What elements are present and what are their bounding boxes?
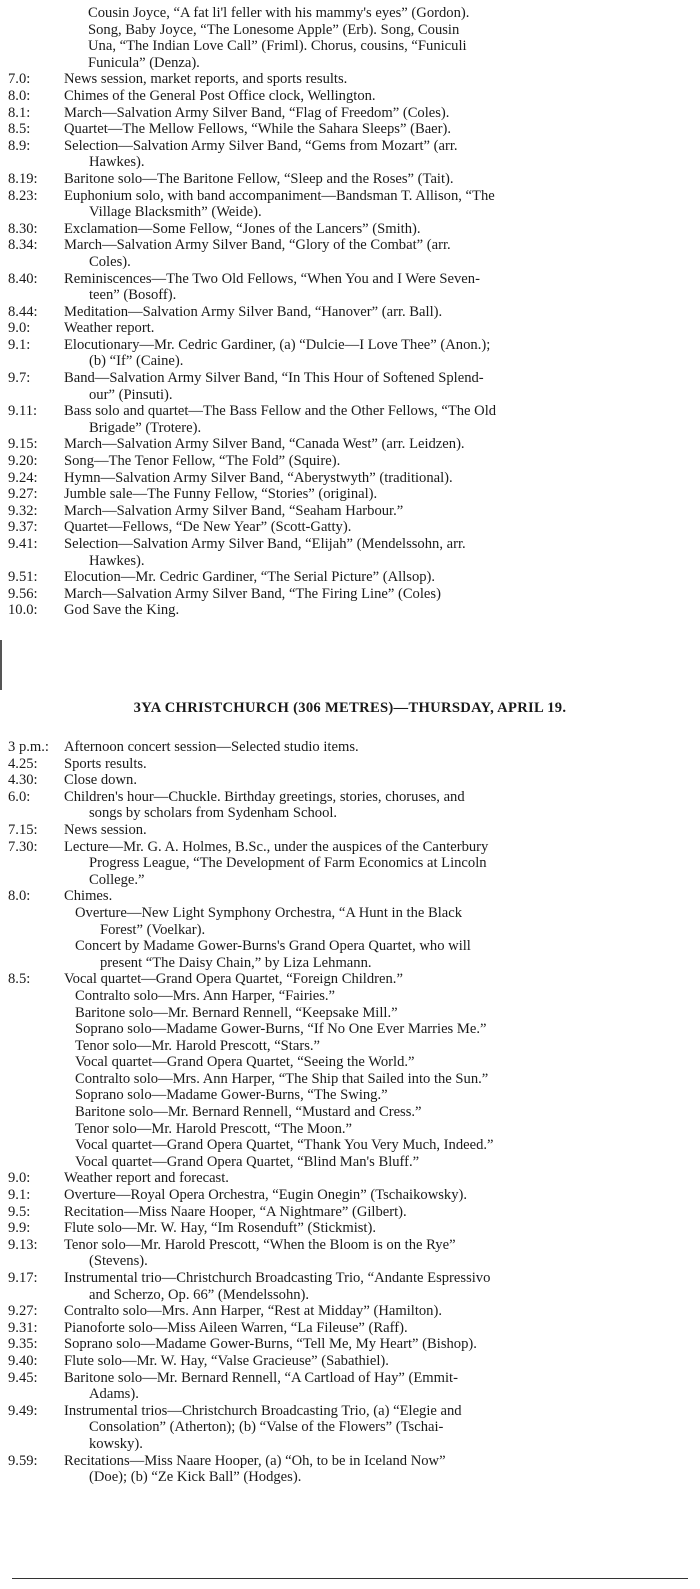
programme-entry — [8, 71, 694, 88]
programme-entry — [8, 988, 694, 1005]
entry-text: Quartet—Fellows, “De New Year” (Scott-Gatty). — [64, 519, 352, 536]
entry-text: Jumble sale—The Funny Fellow, “Stories” (original). — [64, 486, 378, 503]
entry-text: Flute solo—Mr. W. Hay, “Im Rosenduft” (Stickmist). — [64, 1220, 376, 1237]
programme-entry — [8, 1054, 694, 1071]
entry-time: 8.44: — [8, 303, 38, 320]
programme-entry — [8, 1104, 694, 1121]
entry-text: Contralto solo—Mrs. Ann Harper, “Fairies.” — [75, 987, 336, 1004]
entry-time: 7.0: — [8, 71, 31, 88]
entry-text-continued: Hawkes). — [89, 552, 145, 569]
programme-entry — [8, 320, 694, 337]
programme-list-1 — [8, 71, 694, 619]
entry-text: Baritone solo—The Baritone Fellow, “Sleep and the Roses” (Tait). — [64, 170, 454, 187]
entry-text: Vocal quartet—Grand Opera Quartet, “Thank You Very Much, Indeed.” — [75, 1137, 494, 1154]
programme-entry — [8, 519, 694, 536]
entry-text: Elocutionary—Mr. Cedric Gardiner, (a) “Dulcie—I Love Thee” (Anon.); — [64, 336, 491, 353]
entry-text: Baritone solo—Mr. Bernard Rennell, “A Cartload of Hay” (Emmit- — [64, 1369, 458, 1386]
entry-text-continued: Forest” (Voelkar). — [100, 921, 206, 938]
entry-text: Soprano solo—Madame Gower-Burns, “Tell Me, My Heart” (Bishop). — [64, 1336, 477, 1353]
entry-time: 9.27: — [8, 1303, 38, 1320]
entry-text: Baritone solo—Mr. Bernard Rennell, “Mustard and Cress.” — [75, 1104, 422, 1121]
entry-text: Contralto solo—Mrs. Ann Harper, “The Ship that Sailed into the Sun.” — [75, 1070, 489, 1087]
entry-text: Afternoon concert session—Selected studio items. — [64, 739, 359, 755]
entry-time: 9.59: — [8, 1452, 38, 1469]
entry-time: 6.0: — [8, 788, 31, 805]
entry-text: Quartet—The Mellow Fellows, “While the Sahara Sleeps” (Baer). — [64, 121, 452, 138]
entry-time: 8.5: — [8, 121, 31, 138]
entry-text: News session. — [64, 821, 147, 838]
entry-time: 9.31: — [8, 1319, 38, 1336]
entry-text: March—Salvation Army Silver Band, “Canada West” (arr. Leidzen). — [64, 436, 465, 453]
programme-entry — [8, 105, 694, 122]
entry-time: 4.25: — [8, 755, 38, 772]
entry-time: 9.32: — [8, 502, 38, 519]
entry-text: Hymn—Salvation Army Silver Band, “Aberystwyth” (traditional). — [64, 469, 453, 486]
programme-entry — [8, 536, 694, 569]
entry-time: 9.45: — [8, 1369, 38, 1386]
entry-text: March—Salvation Army Silver Band, “The Firing Line” (Coles) — [64, 585, 441, 602]
entry-text-continued: our” (Pinsuti). — [89, 386, 173, 403]
entry-text: Pianoforte solo—Miss Aileen Warren, “La Fileuse” (Raff). — [64, 1319, 408, 1336]
entry-text-continued: Consolation” (Atherton); (b) “Valse of the Flowers” (Tschai- — [89, 1419, 444, 1436]
entry-text: Contralto solo—Mrs. Ann Harper, “Rest at Midday” (Hamilton). — [64, 1303, 442, 1320]
entry-time: 9.5: — [8, 1203, 31, 1220]
entry-text-continued: Coles). — [89, 253, 131, 270]
entry-text: Children's hour—Chuckle. Birthday greetings, stories, choruses, and — [64, 788, 465, 805]
entry-text-continued: present “The Daisy Chain,” by Liza Lehmann. — [100, 954, 372, 971]
programme-entry — [8, 839, 694, 889]
entry-time: 7.15: — [8, 821, 38, 838]
entry-time: 9.9: — [8, 1220, 31, 1237]
entry-time: 9.56: — [8, 585, 38, 602]
entry-time: 4.30: — [8, 772, 38, 789]
programme-entry — [8, 221, 694, 238]
entry-text: Instrumental trios—Christchurch Broadcasting Trio, (a) “Elegie and — [64, 1402, 462, 1419]
entry-text: Overture—Royal Opera Orchestra, “Eugin Onegin” (Tschaikowsky). — [64, 1187, 468, 1204]
programme-entry — [8, 304, 694, 321]
programme-entry — [8, 121, 694, 138]
entry-text-continued: (b) “If” (Caine). — [89, 353, 184, 370]
entry-time: 9.51: — [8, 569, 38, 586]
programme-entry — [8, 756, 694, 773]
entry-text: March—Salvation Army Silver Band, “Seaham Harbour.” — [64, 502, 404, 519]
programme-entry — [8, 188, 694, 221]
entry-text: News session, market reports, and sports results. — [64, 71, 348, 88]
entry-time: 8.19: — [8, 170, 38, 187]
lead-line: Funicula” (Denza). — [88, 54, 200, 71]
entry-text-continued: kowsky). — [89, 1435, 143, 1452]
entry-time: 8.9: — [8, 137, 31, 154]
programme-entry — [8, 403, 694, 436]
entry-text: Selection—Salvation Army Silver Band, “Gems from Mozart” (arr. — [64, 137, 458, 154]
entry-text: Chimes. — [64, 888, 113, 905]
programme-entry — [8, 1071, 694, 1088]
entry-text: Sports results. — [64, 755, 147, 772]
entry-text: Reminiscences—The Two Old Fellows, “When You and I Were Seven- — [64, 270, 480, 287]
programme-entry — [8, 453, 694, 470]
entry-time: 9.37: — [8, 519, 38, 536]
programme-entry — [8, 1005, 694, 1022]
programme-entry — [8, 138, 694, 171]
entry-time: 8.0: — [8, 888, 31, 905]
programme-entry — [8, 237, 694, 270]
programme-entry — [8, 436, 694, 453]
entry-text: Overture—New Light Symphony Orchestra, “A Hunt in the Black — [75, 904, 463, 921]
programme-entry — [8, 1021, 694, 1038]
entry-time: 9.24: — [8, 469, 38, 486]
programme-entry — [8, 370, 694, 403]
entry-time: 9.0: — [8, 320, 31, 337]
entry-text-continued: Adams). — [89, 1386, 139, 1403]
entry-text: Tenor solo—Mr. Harold Prescott, “When the Bloom is on the Rye” — [64, 1236, 456, 1253]
programme-entry — [8, 1303, 694, 1320]
entry-time: 9.20: — [8, 453, 38, 470]
entry-text-continued: College.” — [89, 871, 145, 888]
entry-text: Recitation—Miss Naare Hooper, “A Nightmare” (Gilbert). — [64, 1203, 407, 1220]
wellington-programme-continued — [8, 5, 694, 619]
programme-entry — [8, 822, 694, 839]
programme-entry — [8, 503, 694, 520]
entry-text: Tenor solo—Mr. Harold Prescott, “Stars.” — [75, 1037, 321, 1054]
programme-entry — [8, 1087, 694, 1104]
programme-entry — [8, 486, 694, 503]
lead-line: Una, “The Indian Love Call” (Friml). Chorus, cousins, “Funiculi — [88, 38, 467, 55]
programme-list-2 — [8, 739, 694, 1486]
entry-text-continued: songs by scholars from Sydenham School. — [89, 805, 338, 822]
entry-text: March—Salvation Army Silver Band, “Flag of Freedom” (Coles). — [64, 104, 450, 121]
entry-text: Flute solo—Mr. W. Hay, “Valse Gracieuse” (Sabathiel). — [64, 1352, 389, 1369]
entry-text-continued: Progress League, “The Development of Farm Economics at Lincoln — [89, 855, 487, 872]
entry-text-continued: teen” (Bosoff). — [89, 287, 177, 304]
entry-time: 9.35: — [8, 1336, 38, 1353]
programme-entry — [8, 1220, 694, 1237]
entry-text: Tenor solo—Mr. Harold Prescott, “The Moon.” — [75, 1120, 353, 1137]
entry-time: 9.49: — [8, 1402, 38, 1419]
lead-line: Song, Baby Joyce, “The Lonesome Apple” (Erb). Song, Cousin — [88, 21, 460, 38]
entry-text: Weather report and forecast. — [64, 1170, 229, 1187]
entry-time: 8.40: — [8, 270, 38, 287]
entry-time: 9.41: — [8, 536, 38, 552]
entry-time: 9.13: — [8, 1236, 38, 1253]
programme-entry — [8, 569, 694, 586]
entry-text: Euphonium solo, with band accompaniment—Bandsman T. Allison, “The — [64, 187, 495, 204]
entry-text: March—Salvation Army Silver Band, “Glory of the Combat” (arr. — [64, 237, 451, 254]
entry-time: 8.5: — [8, 971, 31, 988]
entry-text-continued: Village Blacksmith” (Weide). — [89, 204, 262, 221]
programme-entry — [8, 470, 694, 487]
programme-entry — [8, 1187, 694, 1204]
programme-entry — [8, 1237, 694, 1270]
programme-entry — [8, 1154, 694, 1171]
programme-entry — [8, 739, 694, 756]
entry-text: Meditation—Salvation Army Silver Band, “Hanover” (arr. Ball). — [64, 303, 443, 320]
entry-text: Elocution—Mr. Cedric Gardiner, “The Serial Picture” (Allsop). — [64, 569, 436, 586]
entry-text: Selection—Salvation Army Silver Band, “Elijah” (Mendelssohn, arr. — [64, 536, 466, 552]
entry-time: 9.17: — [8, 1270, 38, 1286]
entry-text: Song—The Tenor Fellow, “The Fold” (Squire). — [64, 453, 341, 470]
programme-entry — [8, 586, 694, 603]
programme-entry — [8, 1170, 694, 1187]
entry-text: Weather report. — [64, 320, 155, 337]
entry-time: 9.1: — [8, 336, 31, 353]
programme-entry — [8, 1370, 694, 1403]
entry-time: 9.0: — [8, 1170, 31, 1187]
entry-time: 8.1: — [8, 104, 31, 121]
entry-time: 8.0: — [8, 87, 31, 104]
entry-text: Soprano solo—Madame Gower-Burns, “If No One Ever Marries Me.” — [75, 1021, 487, 1038]
entry-text-continued: Brigade” (Trotere). — [89, 419, 202, 436]
programme-entry — [8, 1403, 694, 1453]
lead-line: Cousin Joyce, “A fat li'l feller with his mammy's eyes” (Gordon). — [88, 5, 470, 21]
programme-entry — [8, 1353, 694, 1370]
programme-entry — [8, 772, 694, 789]
entry-text: Instrumental trio—Christchurch Broadcasting Trio, “Andante Espressivo — [64, 1270, 491, 1286]
programme-entry — [8, 905, 694, 938]
programme-entry — [8, 1204, 694, 1221]
entry-time: 8.34: — [8, 237, 38, 254]
programme-entry — [8, 1121, 694, 1138]
programme-entry — [8, 1038, 694, 1055]
entry-text: Vocal quartet—Grand Opera Quartet, “Seeing the World.” — [75, 1054, 415, 1071]
column-margin-mark — [0, 640, 2, 690]
entry-time: 9.7: — [8, 370, 31, 387]
programme-entry — [8, 337, 694, 370]
lead-paragraph — [8, 5, 694, 71]
programme-entry — [8, 1270, 694, 1303]
entry-text: Recitations—Miss Naare Hooper, (a) “Oh, to be in Iceland Now” — [64, 1452, 446, 1469]
entry-text-continued: Hawkes). — [89, 154, 145, 171]
entry-time: 9.1: — [8, 1187, 31, 1204]
entry-text: Exclamation—Some Fellow, “Jones of the Lancers” (Smith). — [64, 220, 421, 237]
entry-time: 9.15: — [8, 436, 38, 453]
entry-time: 8.23: — [8, 187, 38, 204]
programme-entry — [8, 888, 694, 905]
entry-time: 9.11: — [8, 403, 38, 420]
entry-text: God Save the King. — [64, 602, 180, 619]
entry-time: 9.40: — [8, 1352, 38, 1369]
programme-entry — [8, 1137, 694, 1154]
entry-text: Chimes of the General Post Office clock, Wellington. — [64, 87, 376, 104]
programme-entry — [8, 1453, 694, 1486]
programme-entry — [8, 88, 694, 105]
entry-text-continued: (Stevens). — [89, 1253, 148, 1270]
programme-entry — [8, 789, 694, 822]
entry-time: 3 p.m.: — [8, 739, 49, 755]
programme-entry — [8, 1320, 694, 1337]
programme-entry — [8, 971, 694, 988]
programme-entry — [8, 938, 694, 971]
programme-entry — [8, 171, 694, 188]
entry-time: 10.0: — [8, 602, 38, 619]
entry-text: Soprano solo—Madame Gower-Burns, “The Swing.” — [75, 1087, 388, 1104]
bottom-rule — [12, 1578, 688, 1579]
programme-entry — [8, 1336, 694, 1353]
entry-text: Concert by Madame Gower-Burns's Grand Opera Quartet, who will — [75, 938, 471, 955]
entry-text-continued: and Scherzo, Op. 66” (Mendelssohn). — [89, 1286, 310, 1303]
entry-text: Lecture—Mr. G. A. Holmes, B.Sc., under the auspices of the Canterbury — [64, 838, 489, 855]
entry-text: Bass solo and quartet—The Bass Fellow and the Other Fellows, “The Old — [64, 403, 497, 420]
station-heading: 3YA CHRISTCHURCH (306 METRES)—THURSDAY, APRIL 19. — [133, 700, 567, 716]
programme-entry — [8, 271, 694, 304]
entry-text-continued: (Doe); (b) “Ze Kick Ball” (Hodges). — [89, 1469, 302, 1486]
entry-text: Baritone solo—Mr. Bernard Rennell, “Keepsake Mill.” — [75, 1004, 398, 1021]
christchurch-programme — [8, 739, 694, 1486]
entry-text: Vocal quartet—Grand Opera Quartet, “Blind Man's Bluff.” — [75, 1153, 420, 1170]
programme-entry — [8, 602, 694, 619]
entry-time: 7.30: — [8, 838, 38, 855]
entry-text: Close down. — [64, 772, 137, 789]
entry-time: 8.30: — [8, 220, 38, 237]
entry-text: Vocal quartet—Grand Opera Quartet, “Foreign Children.” — [64, 971, 403, 988]
entry-time: 9.27: — [8, 486, 38, 503]
entry-text: Band—Salvation Army Silver Band, “In This Hour of Softened Splend- — [64, 370, 484, 387]
